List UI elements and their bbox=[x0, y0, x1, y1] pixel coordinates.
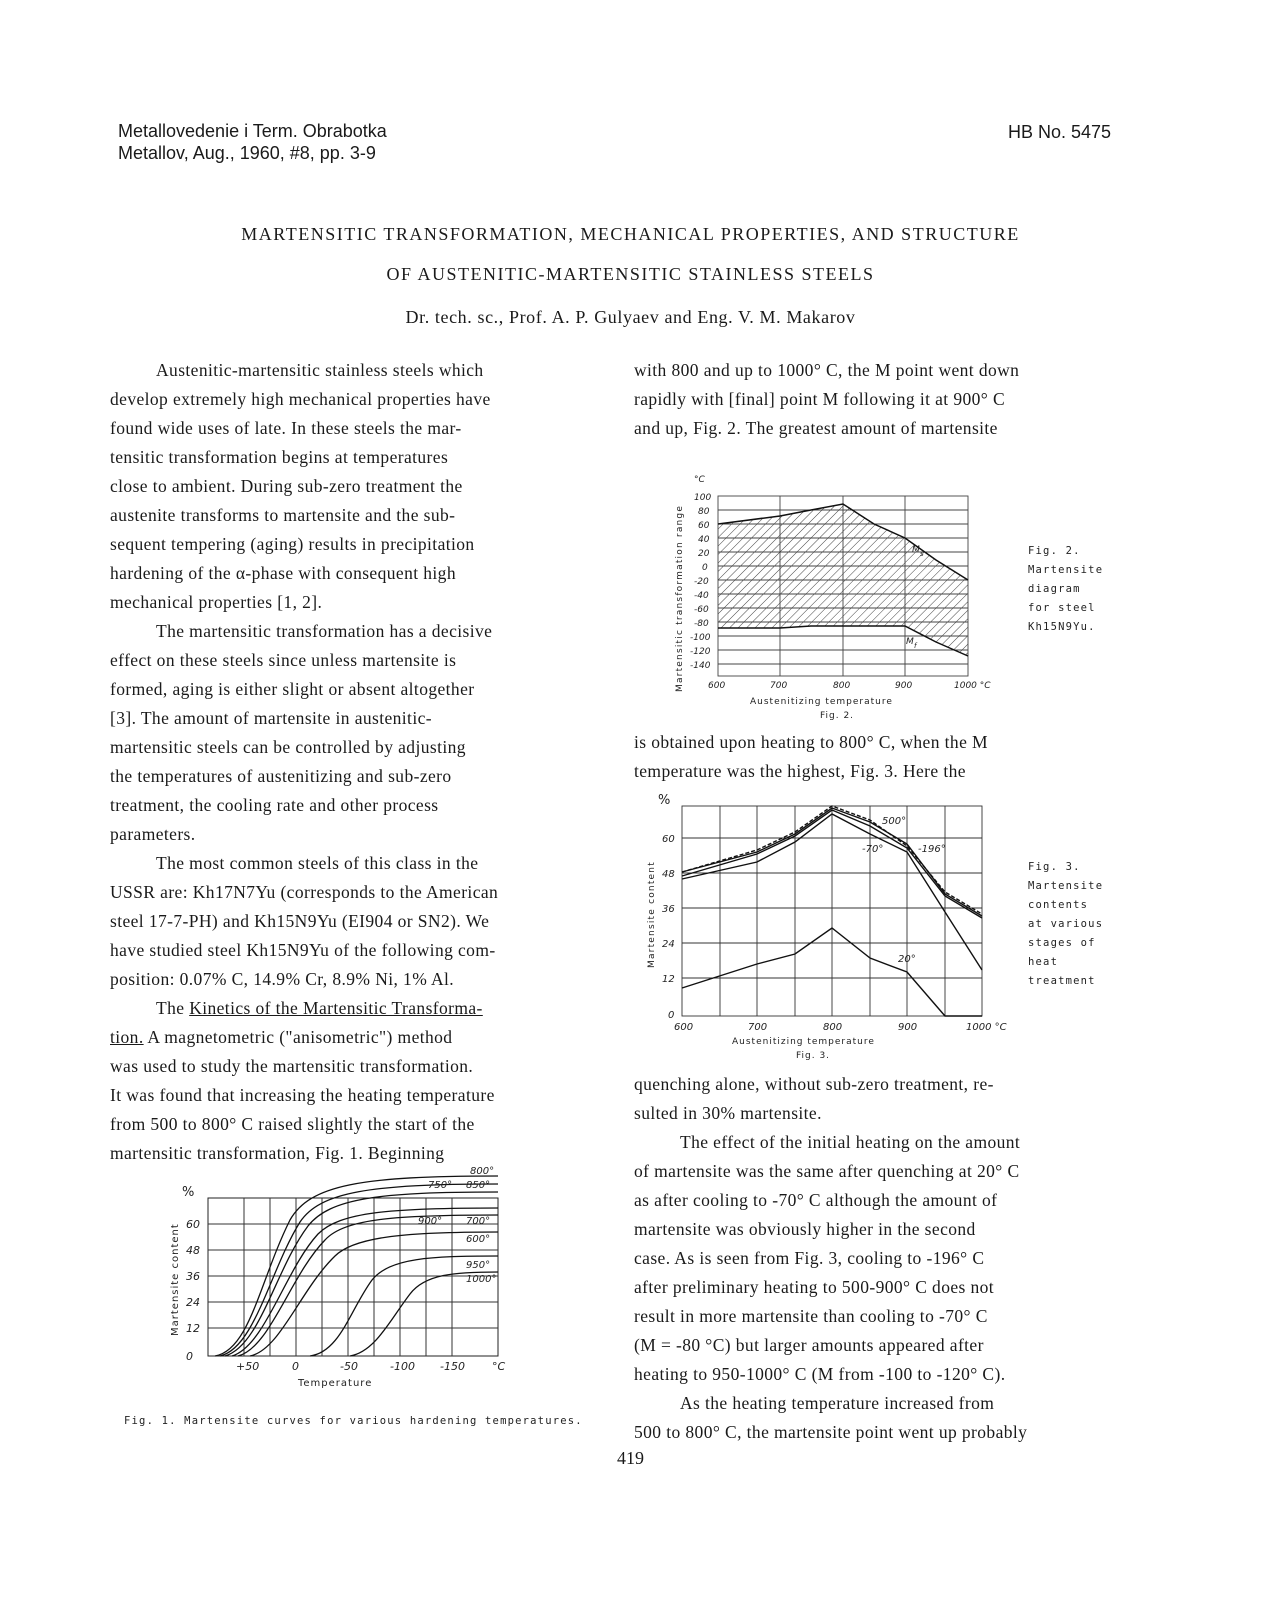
journal-line-1: Metallovedenie i Term. Obrabotka bbox=[118, 121, 387, 141]
svg-text:60: 60 bbox=[186, 1218, 200, 1231]
svg-text:-50: -50 bbox=[340, 1360, 358, 1373]
svg-text:24: 24 bbox=[186, 1296, 200, 1309]
fig1-y-unit: % bbox=[182, 1185, 195, 1200]
svg-text:20: 20 bbox=[698, 549, 710, 559]
fig2-x-label: Austenitizing temperature bbox=[750, 697, 893, 707]
svg-text:f: f bbox=[914, 642, 917, 650]
svg-text:12: 12 bbox=[186, 1322, 200, 1335]
authors: Dr. tech. sc., Prof. A. P. Gulyaev and Eng. V. M. Makarov bbox=[405, 307, 856, 327]
svg-text:0: 0 bbox=[186, 1350, 193, 1363]
right-column-top: with 800 and up to 1000° C, the M point went down rapidly with [final] point M following it at 900° C and up, Fig. 2. The greatest amount of martensite bbox=[634, 360, 1020, 438]
fig2-below-caption: Fig. 2. bbox=[820, 711, 855, 721]
svg-text:%: % bbox=[658, 793, 671, 808]
svg-text:60: 60 bbox=[662, 834, 675, 845]
svg-text:800°: 800° bbox=[470, 1166, 495, 1177]
svg-text:-150: -150 bbox=[440, 1360, 465, 1373]
svg-text:48: 48 bbox=[186, 1244, 200, 1257]
svg-text:-196°: -196° bbox=[918, 844, 946, 855]
fig1-y-label: Martensite content bbox=[170, 1223, 181, 1336]
left-column bbox=[110, 356, 610, 1168]
paragraph-initial-heating: The effect of the initial heating on the amount of martensite was the same after quenching at 20° C as after cooling to -70° C although the amount of martensite was obviously higher in the second case. As is seen from Fig. 3, cooling to -196° C after preliminary heating to 500-900° C does not result in more martensite than cooling to -70° C (M = -80 °C) but larger amounts appeared after heating to 950-1000° C (M from -100 to -120° C). bbox=[634, 1132, 1021, 1384]
svg-text:s: s bbox=[920, 550, 924, 558]
svg-text:-100: -100 bbox=[390, 1360, 415, 1373]
svg-text:0: 0 bbox=[668, 1010, 675, 1021]
svg-text:700: 700 bbox=[770, 681, 788, 691]
svg-text:800: 800 bbox=[823, 1022, 843, 1033]
journal-line-2: Metallov, Aug., 1960, #8, pp. 3-9 bbox=[118, 143, 376, 163]
svg-text:600: 600 bbox=[708, 681, 726, 691]
svg-text:-140: -140 bbox=[690, 661, 711, 671]
svg-text:900: 900 bbox=[898, 1022, 918, 1033]
page-number: 419 bbox=[617, 1448, 644, 1468]
fig2-y-label: Martensitic transformation range bbox=[675, 504, 685, 692]
svg-text:1000 °C: 1000 °C bbox=[966, 1022, 1007, 1033]
svg-text:-20: -20 bbox=[694, 577, 709, 587]
paragraph-kinetics: The Kinetics of the Martensitic Transforma- tion. A magnetometric ("anisometric") method was used to study the martensitic transformation. It was found that increasing the heating temperature from 500 to 800° C raised slightly the start of the martensitic transformation, Fig. 1. Beginning bbox=[110, 998, 495, 1163]
paragraph-steels: The most common steels of this class in the USSR are: Kh17N7Yu (corresponds to the American steel 17-7-PH) and Kh15N9Yu (EI904 or SN2). We have studied steel Kh15N9Yu of the following com- position: 0.07% C, 14.9% Cr, 8.9% Ni, 1% Al. bbox=[110, 853, 499, 989]
svg-text:950°: 950° bbox=[466, 1260, 491, 1271]
figure-1-martensite-curves bbox=[160, 1160, 520, 1400]
svg-text:500°: 500° bbox=[882, 816, 907, 827]
title-line-2: OF AUSTENITIC-MARTENSITIC STAINLESS STEELS bbox=[386, 264, 875, 284]
svg-text:900: 900 bbox=[895, 681, 913, 691]
svg-text:-70°: -70° bbox=[862, 844, 884, 855]
svg-text:80: 80 bbox=[698, 507, 710, 517]
svg-text:°C: °C bbox=[492, 1360, 506, 1373]
paragraph-heating-temperature: As the heating temperature increased from 500 to 800° C, the martensite point went up probably bbox=[634, 1393, 1028, 1442]
svg-text:1000°: 1000° bbox=[466, 1274, 497, 1285]
svg-text:M: M bbox=[906, 637, 914, 647]
figure-3-martensite-contents bbox=[640, 792, 1020, 1064]
right-column-mid: is obtained upon heating to 800° C, when the M temperature was the highest, Fig. 3. Here the bbox=[634, 732, 988, 781]
hb-number: HB No. 5475 bbox=[1008, 122, 1112, 142]
title-line-1: MARTENSITIC TRANSFORMATION, MECHANICAL PROPERTIES, AND STRUCTURE bbox=[241, 224, 1020, 244]
svg-text:-60: -60 bbox=[694, 605, 709, 615]
figure-2-martensite-diagram bbox=[672, 456, 1012, 726]
svg-text:700°: 700° bbox=[466, 1216, 491, 1227]
fig1-curve-950 bbox=[310, 1256, 498, 1356]
fig3-y-label: Martensite content bbox=[647, 861, 657, 968]
svg-text:100: 100 bbox=[694, 493, 712, 503]
svg-text:700: 700 bbox=[748, 1022, 768, 1033]
svg-text:0: 0 bbox=[292, 1360, 299, 1373]
svg-text:800: 800 bbox=[833, 681, 851, 691]
fig3-x-label: Austenitizing temperature bbox=[732, 1037, 875, 1047]
svg-text:1000 °C: 1000 °C bbox=[954, 681, 991, 691]
journal-reference bbox=[118, 120, 387, 164]
svg-text:850°: 850° bbox=[466, 1180, 491, 1191]
svg-text:48: 48 bbox=[662, 869, 675, 880]
svg-text:36: 36 bbox=[662, 904, 675, 915]
paragraph-intro: Austenitic-martensitic stainless steels which develop extremely high mechanical properties have found wide uses of late. In these steels the mar- tensitic transformation begins at temperatures close to ambient. During sub-zero treatment the austenite transforms to martensite and the sub- sequent tempering (aging) results in precipitation hardening of the α-phase with consequent high mechanical properties [1, 2]. bbox=[110, 360, 491, 612]
figure-3-side-caption: Fig. 3. Martensite contents at various stages of heat treatment bbox=[1028, 861, 1104, 987]
svg-text:24: 24 bbox=[662, 939, 675, 950]
svg-text:600°: 600° bbox=[466, 1234, 491, 1245]
svg-text:60: 60 bbox=[698, 521, 710, 531]
paragraph-transformation: The martensitic transformation has a decisive effect on these steels since unless martensite is formed, aging is either slight or absent altogether [3]. The amount of martensite in austenitic- martensitic steels can be controlled by adjusting the temperatures of austenitizing and sub-zero treatment, the cooling rate and other process parameters. bbox=[110, 621, 493, 844]
section-heading-kinetics: Kinetics of the Martensitic Transforma- bbox=[189, 998, 483, 1018]
figure-1-caption: Fig. 1. Martensite curves for various hardening temperatures. bbox=[124, 1415, 583, 1427]
svg-text:900°: 900° bbox=[418, 1216, 443, 1227]
svg-text:0: 0 bbox=[702, 563, 708, 573]
svg-text:-40: -40 bbox=[694, 591, 709, 601]
svg-text:+50: +50 bbox=[236, 1360, 260, 1373]
svg-text:12: 12 bbox=[662, 974, 675, 985]
fig3-below-caption: Fig. 3. bbox=[796, 1051, 831, 1061]
svg-text:-80: -80 bbox=[694, 619, 709, 629]
svg-text:750°: 750° bbox=[428, 1180, 453, 1191]
svg-text:20°: 20° bbox=[898, 954, 916, 965]
figure-2-side-caption: Fig. 2. Martensite diagram for steel Kh15N9Yu. bbox=[1028, 545, 1104, 633]
svg-text:-120: -120 bbox=[690, 647, 711, 657]
fig1-curve-750 bbox=[220, 1184, 498, 1356]
svg-text:40: 40 bbox=[698, 535, 710, 545]
svg-text:36: 36 bbox=[186, 1270, 200, 1283]
fig1-x-label: Temperature bbox=[298, 1378, 373, 1389]
fig1-curve-800 bbox=[215, 1176, 498, 1356]
svg-text:°C: °C bbox=[694, 475, 705, 485]
svg-text:M: M bbox=[912, 545, 920, 555]
svg-text:600: 600 bbox=[674, 1022, 694, 1033]
svg-text:-100: -100 bbox=[690, 633, 711, 643]
right-column-bottom: quenching alone, without sub-zero treatment, re- sulted in 30% martensite. The effect of the initial heating on the amount of martensite was the same after quenching at 20° C as after cooling to -70° C although the amount of martensite was obviously higher in the second case. As is seen from Fig. 3, cooling to -196° C after preliminary heating to 500-900° C does not result in more martensite than cooling to -70° C (M = -80 °C) but larger amounts appeared after heating to 950-1000° C (M from -100 to -120° C). As the heating temperature increased from 500 to 800° C, the martensite point went up probably bbox=[634, 1070, 1134, 1447]
